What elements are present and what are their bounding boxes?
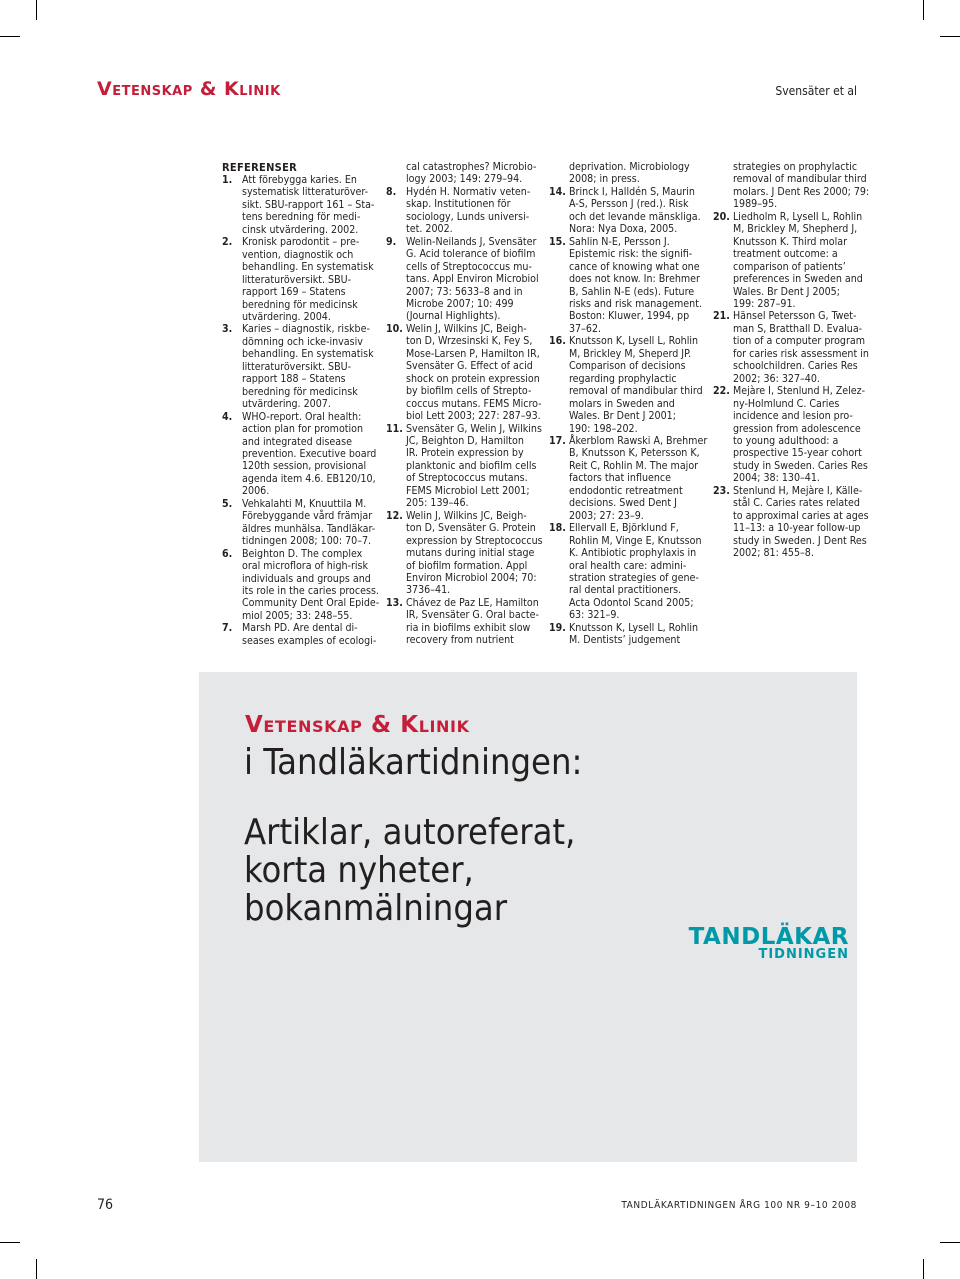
references-heading: REFERENSER bbox=[222, 161, 298, 174]
reference-line: incidence and lesion pro- bbox=[733, 410, 853, 423]
crop-mark bbox=[36, 1259, 37, 1279]
reference-line: FEMS Microbiol Lett 2001; bbox=[406, 484, 530, 497]
reference-line: Stenlund H, Mejàre I, Källe- bbox=[733, 484, 863, 497]
reference-line: Hydén H. Normativ veten- bbox=[406, 185, 531, 198]
reference-line: coccus mutans. FEMS Micro- bbox=[406, 397, 542, 410]
reference-line: B, Knutsson K, Petersson K, bbox=[569, 447, 700, 460]
reference-text bbox=[406, 597, 539, 647]
reference-line: WHO-report. Oral health: bbox=[242, 410, 362, 423]
reference-line: 120th session, provisional bbox=[242, 460, 367, 473]
reference-number: 8. bbox=[386, 185, 397, 198]
author-running-head: Svensäter et al bbox=[775, 84, 857, 98]
reference-line: Environ Microbiol 2004; 70: bbox=[406, 571, 537, 584]
crop-mark bbox=[940, 1242, 960, 1243]
reference-line: by biofilm cells of Strepto- bbox=[406, 385, 532, 398]
reference-line: 3736–41. bbox=[406, 584, 451, 597]
reference-number: 10. bbox=[386, 322, 403, 335]
reference-line: Welin-Neilands J, Svensäter bbox=[406, 235, 537, 248]
reference-text bbox=[406, 236, 539, 323]
crop-mark bbox=[0, 1242, 20, 1243]
reference-line: beredning för medicinsk bbox=[242, 298, 358, 311]
reference-line: Karies – diagnostik, riskbe- bbox=[242, 323, 370, 336]
reference-line: Chávez de Paz LE, Hamilton bbox=[406, 596, 539, 609]
reference-line: utvärdering. 2004. bbox=[242, 310, 331, 323]
reference-line: Knutsson K, Lysell L, Rohlin bbox=[569, 621, 699, 634]
reference-line: cance of knowing what one bbox=[569, 260, 700, 273]
reference-line: recovery from nutrient bbox=[406, 634, 514, 647]
reference-line: behandling. En systematisk bbox=[242, 348, 374, 361]
reference-line: oral microflora of high-risk bbox=[242, 560, 369, 573]
reference-number: 20. bbox=[713, 210, 730, 223]
reference-line: systematisk litteraturöver- bbox=[242, 186, 369, 199]
reference-line: logy 2003; 149: 279–94. bbox=[406, 173, 523, 186]
reference-item bbox=[222, 497, 376, 548]
reference-line: deprivation. Microbiology bbox=[569, 161, 690, 173]
reference-text bbox=[242, 498, 375, 548]
reference-line: sociology, Lunds universi- bbox=[406, 210, 530, 223]
reference-line: skap. Institutionen för bbox=[406, 198, 511, 211]
reference-number: 7. bbox=[222, 622, 233, 635]
reference-line: of biofilm formation. Appl bbox=[406, 559, 528, 572]
reference-item bbox=[386, 322, 542, 423]
reference-line: 205: 139–46. bbox=[406, 497, 469, 510]
reference-line: Rohlin M, Vinge E, Knutsson bbox=[569, 534, 702, 547]
reference-line: Vehkalahti M, Knuuttila M. bbox=[242, 497, 367, 510]
promo-body-line: bokanmälningar bbox=[244, 888, 508, 929]
section-title: Vetenskap & Klinik bbox=[97, 78, 281, 100]
reference-line: for caries risk assessment in bbox=[733, 347, 869, 360]
reference-line: 2002; 81: 455–8. bbox=[733, 547, 814, 560]
reference-line: miol 2005; 33: 248–55. bbox=[242, 609, 353, 622]
reference-number: 19. bbox=[549, 621, 566, 634]
crop-mark bbox=[0, 36, 20, 37]
reference-line: 1989–95. bbox=[733, 198, 778, 211]
reference-line: prospective 15-year cohort bbox=[733, 447, 862, 460]
reference-text bbox=[569, 522, 702, 622]
reference-item bbox=[713, 161, 870, 211]
crop-mark bbox=[923, 0, 924, 20]
reference-line: Brinck I, Halldén S, Maurin bbox=[569, 185, 695, 198]
reference-number bbox=[386, 161, 406, 186]
reference-line: gression from adolescence bbox=[733, 422, 861, 435]
reference-line: Welin J, Wilkins JC, Beigh- bbox=[406, 322, 527, 335]
reference-number: 14. bbox=[549, 185, 566, 198]
reference-line: Boston: Kluwer, 1994, pp bbox=[569, 310, 690, 323]
reference-line: M, Brickley M, Shepherd J, bbox=[733, 223, 858, 236]
reference-line: schoolchildren. Caries Res bbox=[733, 360, 858, 373]
reference-line: preferences in Sweden and bbox=[733, 273, 863, 286]
reference-line: expression by Streptococcus bbox=[406, 534, 543, 547]
reference-item bbox=[222, 547, 380, 623]
reference-item bbox=[386, 509, 543, 597]
reference-line: biol Lett 2003; 227: 287–93. bbox=[406, 410, 541, 423]
reference-line: äldres munhälsa. Tandläkar- bbox=[242, 522, 376, 535]
reference-line: removal of mandibular third bbox=[733, 173, 867, 186]
reference-text bbox=[406, 510, 543, 597]
reference-line: Epistemic risk: the signifi- bbox=[569, 248, 693, 261]
reference-line: tans. Appl Environ Microbiol bbox=[406, 273, 539, 286]
crop-mark bbox=[940, 36, 960, 37]
reference-line: regarding prophylactic bbox=[569, 372, 677, 385]
reference-line: Wales. Br Dent J 2005; bbox=[733, 285, 840, 298]
reference-line: (Journal Highlights). bbox=[406, 310, 501, 323]
reference-text bbox=[242, 411, 376, 498]
reference-text bbox=[406, 323, 542, 423]
reference-line: Acta Odontol Scand 2005; bbox=[569, 596, 694, 609]
tandlakartidningen-logo bbox=[689, 926, 849, 962]
reference-text bbox=[569, 435, 707, 522]
reference-line: 11–13: a 10-year follow-up bbox=[733, 522, 861, 535]
reference-line: 2008; in press. bbox=[569, 173, 640, 186]
reference-text bbox=[569, 335, 703, 435]
promo-body-line: korta nyheter, bbox=[244, 850, 474, 891]
reference-line: planktonic and biofilm cells bbox=[406, 459, 537, 472]
references-column-4 bbox=[713, 161, 870, 560]
reference-line: factors that influence bbox=[569, 472, 672, 485]
reference-number: 3. bbox=[222, 323, 233, 336]
reference-text bbox=[406, 186, 536, 236]
reference-item bbox=[386, 596, 539, 647]
reference-line: stål C. Caries rates related bbox=[733, 497, 860, 510]
reference-text bbox=[406, 423, 542, 510]
reference-line: behandling. En systematisk bbox=[242, 261, 374, 274]
references-column-3 bbox=[549, 161, 708, 647]
reference-line: Community Dent Oral Epide- bbox=[242, 597, 380, 610]
reference-line: A-S, Persson J (red.). Risk bbox=[569, 198, 689, 211]
reference-line: ton D, Svensäter G. Protein bbox=[406, 522, 536, 535]
reference-line: man S, Bratthall D. Evalua- bbox=[733, 322, 863, 335]
reference-text bbox=[242, 323, 374, 410]
reference-text bbox=[733, 385, 868, 485]
reference-item bbox=[386, 235, 539, 323]
reference-line: Åkerblom Rawski A, Brehmer bbox=[569, 434, 708, 447]
reference-line: to young adulthood: a bbox=[733, 434, 839, 447]
reference-item bbox=[222, 323, 372, 410]
crop-mark bbox=[36, 0, 37, 20]
reference-line: cinsk utvärdering. 2002. bbox=[242, 223, 359, 236]
reference-line: cells of Streptococcus mu- bbox=[406, 260, 532, 273]
reference-line: Svensäter G. Effect of acid bbox=[406, 360, 533, 373]
reference-line: M. Dentists’ judgement bbox=[569, 634, 681, 647]
logo-line-1: TANDLÄKAR bbox=[688, 924, 849, 950]
reference-number: 13. bbox=[386, 596, 403, 609]
reference-item bbox=[222, 236, 372, 323]
reference-line: ny-Holmlund C. Caries bbox=[733, 397, 840, 410]
reference-line: individuals and groups and bbox=[242, 572, 371, 585]
reference-number: 18. bbox=[549, 522, 566, 535]
reference-line: 2006. bbox=[242, 485, 270, 498]
reference-line: 2004; 38: 130–41. bbox=[733, 472, 820, 485]
reference-line: Marsh PD. Are dental di- bbox=[242, 622, 358, 635]
reference-line: Förebyggande vård främjar bbox=[242, 510, 373, 523]
reference-line: sikt. SBU-rapport 161 – Sta- bbox=[242, 198, 375, 211]
reference-text bbox=[569, 186, 701, 236]
reference-line: Nora: Nya Doxa, 2005. bbox=[569, 223, 678, 236]
reference-line: mutans during initial stage bbox=[406, 547, 535, 560]
reference-line: 2003; 27: 23–9. bbox=[569, 509, 644, 522]
reference-line: dömning och icke-invasiv bbox=[242, 335, 363, 348]
reference-line: tion of a computer program bbox=[733, 335, 866, 348]
reference-line: 199: 287–91. bbox=[733, 297, 796, 310]
reference-line: stration strategies of gene- bbox=[569, 571, 699, 584]
reference-text bbox=[569, 622, 699, 647]
reference-line: Ellervall E, Björklund F, bbox=[569, 522, 679, 535]
reference-item bbox=[713, 385, 868, 485]
reference-line: Reit C, Rohlin M. The major bbox=[569, 459, 699, 472]
reference-line: removal of mandibular third bbox=[569, 385, 703, 398]
reference-line: Comparison of decisions bbox=[569, 360, 686, 373]
reference-number: 1. bbox=[222, 174, 233, 186]
reference-line: and integrated disease bbox=[242, 435, 352, 448]
reference-line: molars in Sweden and bbox=[569, 397, 675, 410]
reference-line: Knutsson K, Lysell L, Rohlin bbox=[569, 335, 699, 348]
references-column-1 bbox=[222, 174, 380, 647]
reference-number: 22. bbox=[713, 385, 730, 398]
reference-line: of Streptococcus mutans. bbox=[406, 472, 528, 485]
reference-line: Knutsson K. Third molar bbox=[733, 235, 848, 248]
reference-line: comparison of patients’ bbox=[733, 260, 846, 273]
reference-text bbox=[569, 161, 699, 186]
reference-text bbox=[242, 622, 376, 647]
reference-line: B, Sahlin N-E (eds). Future bbox=[569, 285, 695, 298]
reference-item bbox=[549, 434, 708, 522]
reference-line: Mose-Larsen P, Hamilton IR, bbox=[406, 347, 540, 360]
reference-line: prevention. Executive board bbox=[242, 447, 377, 460]
reference-item bbox=[549, 622, 699, 647]
reference-line: tidningen 2008; 100: 70–7. bbox=[242, 535, 372, 548]
reference-line: risks and risk management. bbox=[569, 297, 702, 310]
promo-body-line: Artiklar, autoreferat, bbox=[244, 812, 576, 853]
crop-mark bbox=[923, 1259, 924, 1279]
reference-line: beredning för medicinsk bbox=[242, 385, 358, 398]
reference-text bbox=[242, 174, 374, 236]
reference-line: Att förebygga karies. En bbox=[242, 174, 357, 186]
reference-line: rapport 169 – Statens bbox=[242, 286, 346, 299]
reference-text bbox=[733, 161, 869, 211]
reference-item bbox=[386, 422, 542, 510]
reference-number: 12. bbox=[386, 509, 403, 522]
reference-number: 6. bbox=[222, 547, 233, 560]
reference-line: ton D, Wrzesinski K, Fey S, bbox=[406, 335, 533, 348]
reference-number: 2. bbox=[222, 236, 233, 249]
reference-line: Liedholm R, Lysell L, Rohlin bbox=[733, 210, 863, 223]
reference-line: Wales. Br Dent J 2001; bbox=[569, 410, 676, 423]
reference-line: does not know. In: Brehmer bbox=[569, 273, 700, 286]
reference-line: Kronisk parodontit – pre- bbox=[242, 236, 360, 249]
reference-text bbox=[733, 211, 863, 311]
reference-line: JC, Beighton D, Hamilton bbox=[406, 434, 524, 447]
reference-line: Svensäter G, Welin J, Wilkins bbox=[406, 422, 542, 435]
reference-line: strategies on prophylactic bbox=[733, 161, 858, 173]
reference-line: to approximal caries at ages bbox=[733, 509, 869, 522]
reference-line: vention, diagnostik och bbox=[242, 248, 354, 261]
reference-text bbox=[569, 236, 702, 336]
reference-number: 23. bbox=[713, 484, 730, 497]
reference-item bbox=[222, 410, 377, 498]
reference-number: 5. bbox=[222, 497, 233, 510]
promo-subtitle: i Tandläkartidningen: bbox=[244, 742, 583, 783]
promo-box bbox=[199, 672, 857, 1162]
reference-line: tens beredning för medi- bbox=[242, 211, 361, 224]
reference-number: 21. bbox=[713, 310, 730, 323]
reference-line: litteraturöversikt. SBU- bbox=[242, 273, 352, 286]
reference-line: ral dental practitioners. bbox=[569, 584, 682, 597]
reference-number: 17. bbox=[549, 434, 566, 447]
reference-text bbox=[733, 310, 869, 385]
page-number: 76 bbox=[97, 1197, 114, 1213]
reference-line: 63: 321–9. bbox=[569, 609, 620, 622]
reference-line: agenda item 4.6. EB120/10, bbox=[242, 472, 376, 485]
reference-line: its role in the caries process. bbox=[242, 584, 379, 597]
reference-number bbox=[549, 161, 569, 186]
reference-line: litteraturöversikt. SBU- bbox=[242, 360, 352, 373]
reference-number: 4. bbox=[222, 410, 233, 423]
reference-item bbox=[713, 211, 863, 311]
reference-line: G. Acid tolerance of biofilm bbox=[406, 248, 536, 261]
reference-text bbox=[242, 548, 379, 623]
reference-text bbox=[406, 161, 536, 186]
reference-line: study in Sweden. Caries Res bbox=[733, 459, 868, 472]
reference-line: M, Brickley M, Sheperd JP. bbox=[569, 347, 692, 360]
reference-text bbox=[242, 236, 374, 323]
reference-line: 37–62. bbox=[569, 322, 602, 335]
promo-body bbox=[244, 814, 575, 928]
reference-line: tet. 2002. bbox=[406, 223, 453, 236]
reference-line: endodontic retreatment bbox=[569, 484, 683, 497]
reference-line: Mejàre I, Stenlund H, Zelez- bbox=[733, 385, 866, 398]
promo-title: Vetenskap & Klinik bbox=[245, 712, 470, 738]
reference-line: rapport 188 – Statens bbox=[242, 373, 346, 386]
reference-item bbox=[386, 186, 536, 236]
reference-text bbox=[733, 485, 869, 560]
reference-line: 2007; 73: 5633–8 and in bbox=[406, 285, 523, 298]
reference-line: K. Antibiotic prophylaxis in bbox=[569, 547, 697, 560]
references-column-2 bbox=[386, 161, 543, 647]
reference-line: cal catastrophes? Microbio- bbox=[406, 161, 537, 173]
reference-line: treatment outcome: a bbox=[733, 248, 838, 261]
reference-line: oral health care: admini- bbox=[569, 559, 687, 572]
reference-line: Welin J, Wilkins JC, Beigh- bbox=[406, 509, 527, 522]
reference-item bbox=[549, 235, 702, 336]
reference-line: shock on protein expression bbox=[406, 372, 540, 385]
reference-item bbox=[713, 310, 869, 385]
reference-line: utvärdering. 2007. bbox=[242, 398, 331, 411]
reference-item bbox=[549, 335, 703, 435]
reference-number: 15. bbox=[549, 235, 566, 248]
reference-line: IR, Svensäter G. Oral bacte- bbox=[406, 609, 539, 622]
reference-item bbox=[713, 484, 869, 560]
reference-line: action plan for promotion bbox=[242, 423, 364, 436]
reference-line: Microbe 2007; 10: 499 bbox=[406, 297, 514, 310]
reference-item bbox=[549, 522, 702, 622]
reference-line: Hänsel Petersson G, Twet- bbox=[733, 310, 857, 323]
reference-item bbox=[549, 161, 699, 186]
reference-number bbox=[713, 161, 733, 211]
reference-line: 2002; 36: 327–40. bbox=[733, 372, 820, 385]
reference-item bbox=[386, 161, 536, 186]
reference-line: study in Sweden. J Dent Res bbox=[733, 534, 867, 547]
reference-number: 16. bbox=[549, 335, 566, 348]
reference-line: decisions. Swed Dent J bbox=[569, 497, 677, 510]
reference-line: Beighton D. The complex bbox=[242, 547, 363, 560]
reference-line: molars. J Dent Res 2000; 79: bbox=[733, 185, 870, 198]
reference-item bbox=[222, 174, 375, 236]
reference-line: 190: 198–202. bbox=[569, 422, 638, 435]
reference-item bbox=[549, 186, 699, 236]
logo-line-2: TIDNINGEN bbox=[758, 947, 849, 962]
reference-number: 11. bbox=[386, 422, 403, 435]
reference-line: och det levande mänskliga. bbox=[569, 210, 701, 223]
reference-number: 9. bbox=[386, 235, 397, 248]
reference-item bbox=[222, 622, 377, 647]
reference-line: IR. Protein expression by bbox=[406, 447, 524, 460]
reference-line: seases examples of ecologi- bbox=[242, 634, 377, 647]
reference-line: Sahlin N-E, Persson J. bbox=[569, 235, 670, 248]
journal-footer: TANDLÄKARTIDNINGEN ÅRG 100 NR 9–10 2008 bbox=[621, 1200, 857, 1211]
reference-line: ria in biofilms exhibit slow bbox=[406, 621, 531, 634]
